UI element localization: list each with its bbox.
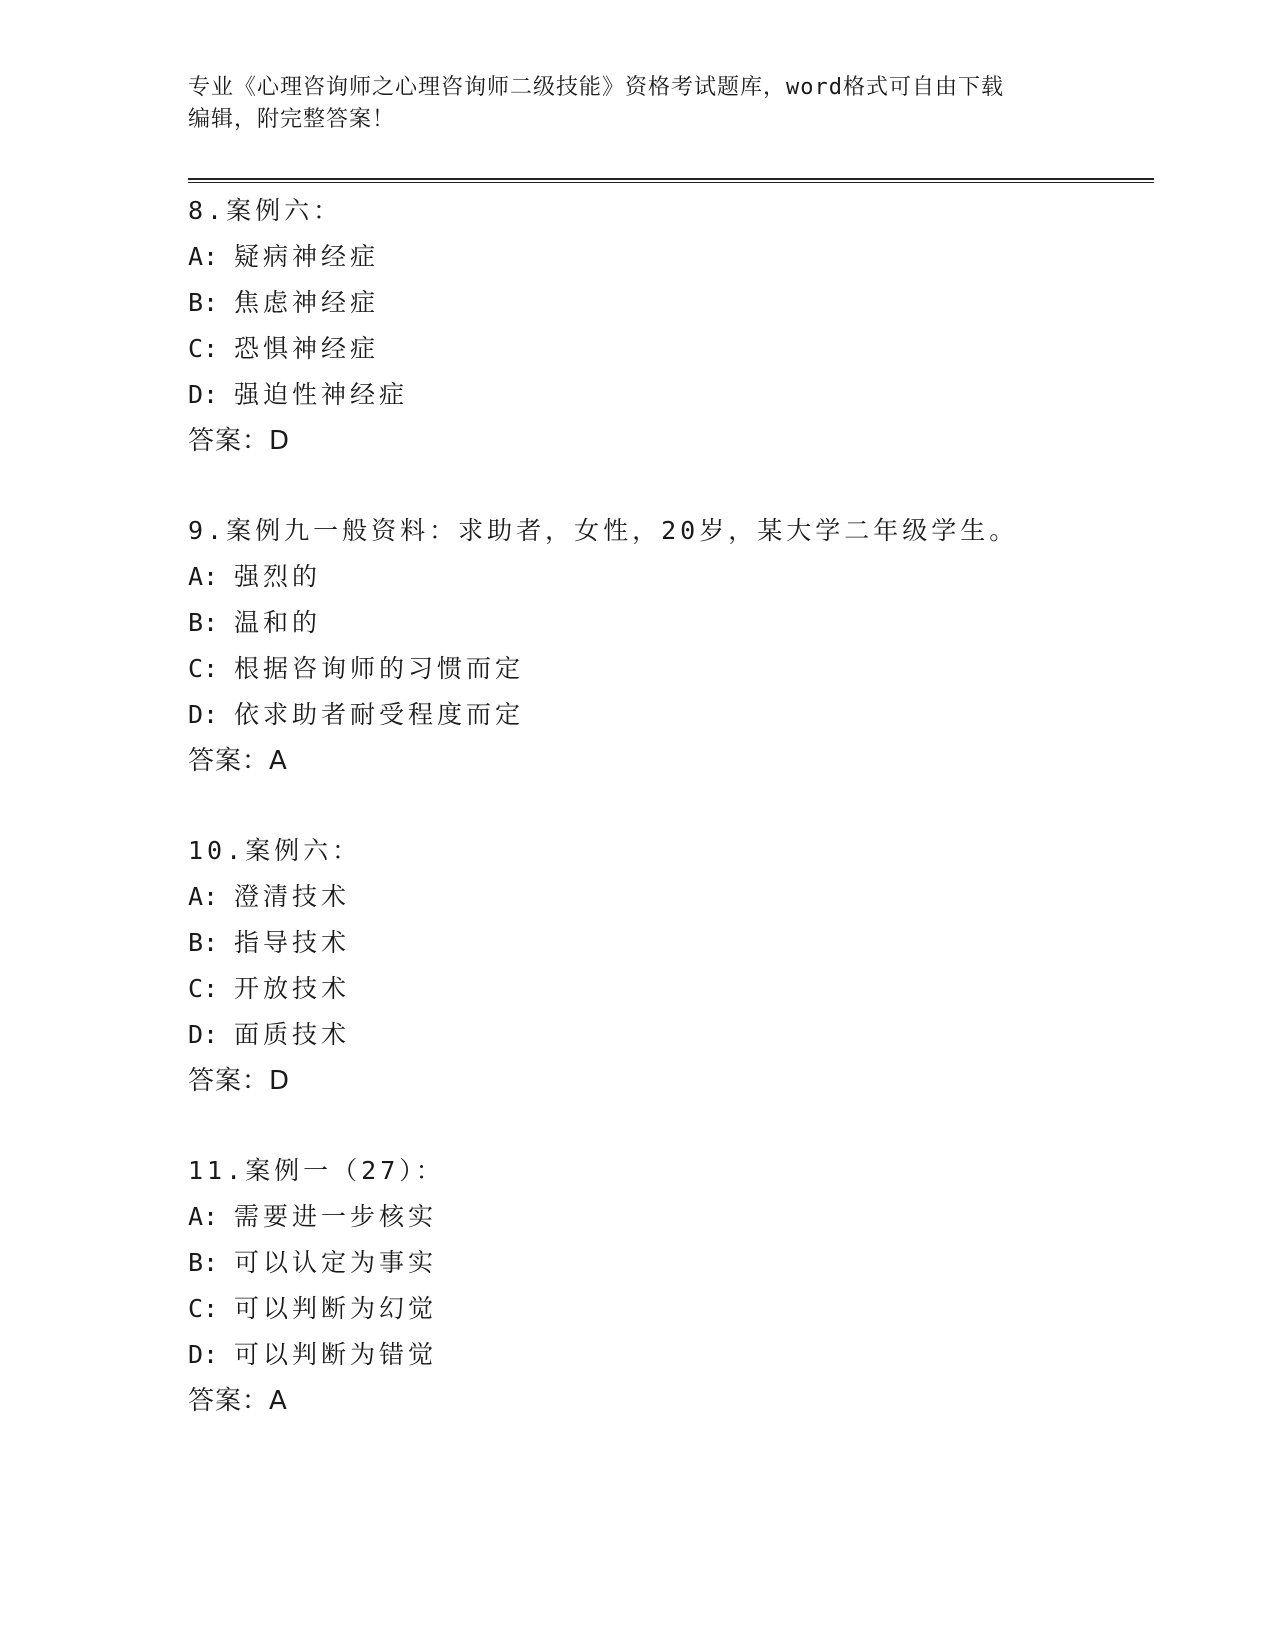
option-b bbox=[188, 600, 1148, 646]
option-text: 需要进一步核实 bbox=[234, 1202, 438, 1231]
option-a bbox=[188, 234, 1148, 280]
option-text: 恐惧神经症 bbox=[234, 334, 380, 363]
option-d bbox=[188, 1012, 1148, 1058]
option-d bbox=[188, 372, 1148, 418]
option-letter: D: bbox=[188, 1020, 219, 1049]
option-c bbox=[188, 1286, 1148, 1332]
option-letter: B: bbox=[188, 1248, 219, 1277]
question-stem: 9.案例九一般资料：求助者，女性，20岁，某大学二年级学生。 bbox=[188, 516, 1019, 545]
question-8 bbox=[188, 188, 1148, 464]
option-text: 指导技术 bbox=[234, 928, 351, 957]
option-text: 可以判断为幻觉 bbox=[234, 1294, 438, 1323]
option-letter: A: bbox=[188, 242, 219, 271]
option-text: 焦虑神经症 bbox=[234, 288, 380, 317]
option-b bbox=[188, 920, 1148, 966]
question-9 bbox=[188, 508, 1148, 784]
option-a bbox=[188, 554, 1148, 600]
option-letter: A: bbox=[188, 1202, 219, 1231]
question-10 bbox=[188, 828, 1148, 1104]
option-letter: C: bbox=[188, 1294, 219, 1323]
option-b bbox=[188, 1240, 1148, 1286]
option-letter: C: bbox=[188, 654, 219, 683]
option-letter: A: bbox=[188, 562, 219, 591]
option-c bbox=[188, 646, 1148, 692]
option-letter: A: bbox=[188, 882, 219, 911]
option-text: 温和的 bbox=[234, 608, 322, 637]
question-11 bbox=[188, 1148, 1148, 1424]
answer-line: 答案：D bbox=[188, 1066, 291, 1096]
option-d bbox=[188, 692, 1148, 738]
option-letter: D: bbox=[188, 380, 219, 409]
question-list bbox=[188, 188, 1148, 1468]
option-letter: C: bbox=[188, 974, 219, 1003]
option-text: 强迫性神经症 bbox=[234, 380, 409, 409]
answer-line: 答案：D bbox=[188, 426, 291, 456]
option-text: 疑病神经症 bbox=[234, 242, 380, 271]
question-stem: 8.案例六： bbox=[188, 196, 343, 225]
option-letter: B: bbox=[188, 288, 219, 317]
option-letter: B: bbox=[188, 608, 219, 637]
option-letter: D: bbox=[188, 700, 219, 729]
answer-line: 答案：A bbox=[188, 1386, 288, 1416]
option-a bbox=[188, 1194, 1148, 1240]
option-text: 强烈的 bbox=[234, 562, 322, 591]
question-stem: 10.案例六： bbox=[188, 836, 362, 865]
option-text: 依求助者耐受程度而定 bbox=[234, 700, 525, 729]
header-line-1: 专业《心理咨询师之心理咨询师二级技能》资格考试题库，word格式可自由下载 bbox=[188, 75, 1004, 100]
option-d bbox=[188, 1332, 1148, 1378]
header-divider bbox=[188, 178, 1154, 183]
header-line-2: 编辑，附完整答案！ bbox=[188, 107, 396, 132]
option-text: 开放技术 bbox=[234, 974, 351, 1003]
option-letter: B: bbox=[188, 928, 219, 957]
option-text: 根据咨询师的习惯而定 bbox=[234, 654, 525, 683]
option-b bbox=[188, 280, 1148, 326]
option-letter: C: bbox=[188, 334, 219, 363]
option-text: 面质技术 bbox=[234, 1020, 351, 1049]
question-stem: 11.案例一（27）： bbox=[188, 1156, 445, 1185]
option-c bbox=[188, 326, 1148, 372]
document-header bbox=[188, 72, 1068, 136]
option-a bbox=[188, 874, 1148, 920]
option-letter: D: bbox=[188, 1340, 219, 1369]
option-text: 澄清技术 bbox=[234, 882, 351, 911]
answer-line: 答案：A bbox=[188, 746, 288, 776]
option-text: 可以认定为事实 bbox=[234, 1248, 438, 1277]
option-c bbox=[188, 966, 1148, 1012]
option-text: 可以判断为错觉 bbox=[234, 1340, 438, 1369]
